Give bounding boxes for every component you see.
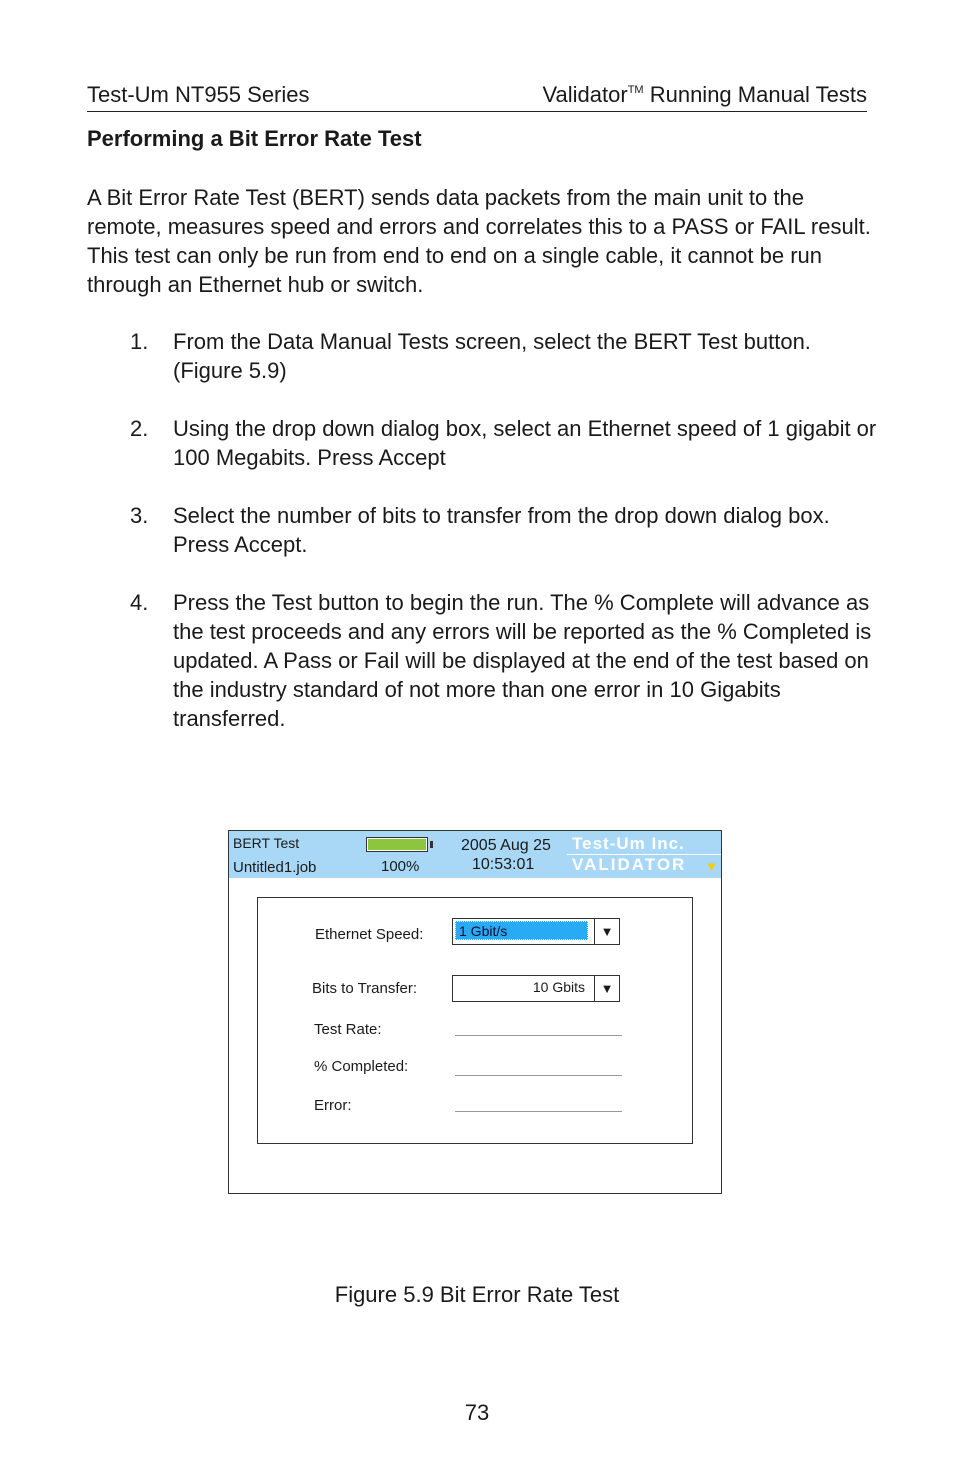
header-rule [87,111,867,112]
step-number: 4. [130,590,149,615]
running-header-left: Test-Um NT955 Series [87,82,310,107]
ethernet-speed-label: Ethernet Speed: [315,926,424,943]
step-number: 1. [130,329,149,354]
bits-to-transfer-dropdown[interactable] [452,975,620,1002]
page-number: 73 [464,1400,490,1425]
status-bar [229,831,721,878]
battery-fill [368,839,426,850]
ethernet-speed-dropdown[interactable] [452,918,620,945]
step-number: 2. [130,416,149,441]
step-item [87,501,877,559]
step-text: Using the drop down dialog box, select an Ethernet speed of 1 gigabit or 100 Megabits. Press Accept [173,416,877,470]
brand-company: Test-Um Inc. [572,834,685,853]
battery-percent: 100% [381,858,420,875]
step-number: 3. [130,503,149,528]
test-rate-field [455,1035,622,1036]
running-header-right [543,82,868,108]
test-name: BERT Test [233,835,300,851]
test-rate-label: Test Rate: [314,1021,382,1038]
header-section: Running Manual Tests [643,82,867,107]
bert-settings-panel [257,897,693,1144]
job-file-name: Untitled1.job [233,859,317,876]
step-text: From the Data Manual Tests screen, select the BERT Test button. (Figure 5.9) [173,329,811,383]
step-item [87,414,877,472]
figure-caption: Figure 5.9 Bit Error Rate Test [334,1282,620,1307]
brand-logo: VALIDATOR [572,855,687,874]
header-validator: Validator [542,82,628,107]
error-label: Error: [314,1097,352,1114]
trademark-mark: TM [627,84,644,96]
status-time: 10:53:01 [472,856,535,873]
intro-paragraph: A Bit Error Rate Test (BERT) sends data packets from the main unit to the remote, measures speed and errors and correlates this to a PASS or FAIL result. This test can only be run from end to end on a single cable, it cannot be run through an Ethernet hub or switch. [87,185,871,297]
ethernet-speed-value: 1 Gbit/s [455,921,588,940]
steps-list [87,327,877,762]
battery-icon [366,837,428,852]
bits-to-transfer-label: Bits to Transfer: [312,980,418,997]
dropdown-arrow-icon[interactable]: ▼ [594,919,619,944]
status-date: 2005 Aug 25 [461,837,551,854]
step-text: Select the number of bits to transfer from the drop down dialog box. Press Accept. [173,503,830,557]
bert-test-screen [228,830,722,1194]
section-title: Performing a Bit Error Rate Test [87,126,422,151]
bits-to-transfer-value: 10 Gbits [532,979,585,995]
percent-completed-field [455,1075,622,1076]
dropdown-arrow-icon[interactable]: ▼ [594,976,619,1001]
brand-arrow-icon[interactable]: ▼ [705,859,718,874]
step-item [87,588,877,733]
error-field [455,1111,622,1112]
battery-tip [430,841,433,848]
step-text: Press the Test button to begin the run. The % Complete will advance as the test proceeds and any errors will be reported as the % Completed is updated. A Pass or Fail will be displayed at the end of the test based on the industry standard of not more than one error in 10 Gigabits transferred. [173,590,872,731]
percent-completed-label: % Completed: [314,1058,409,1075]
step-item [87,327,877,385]
